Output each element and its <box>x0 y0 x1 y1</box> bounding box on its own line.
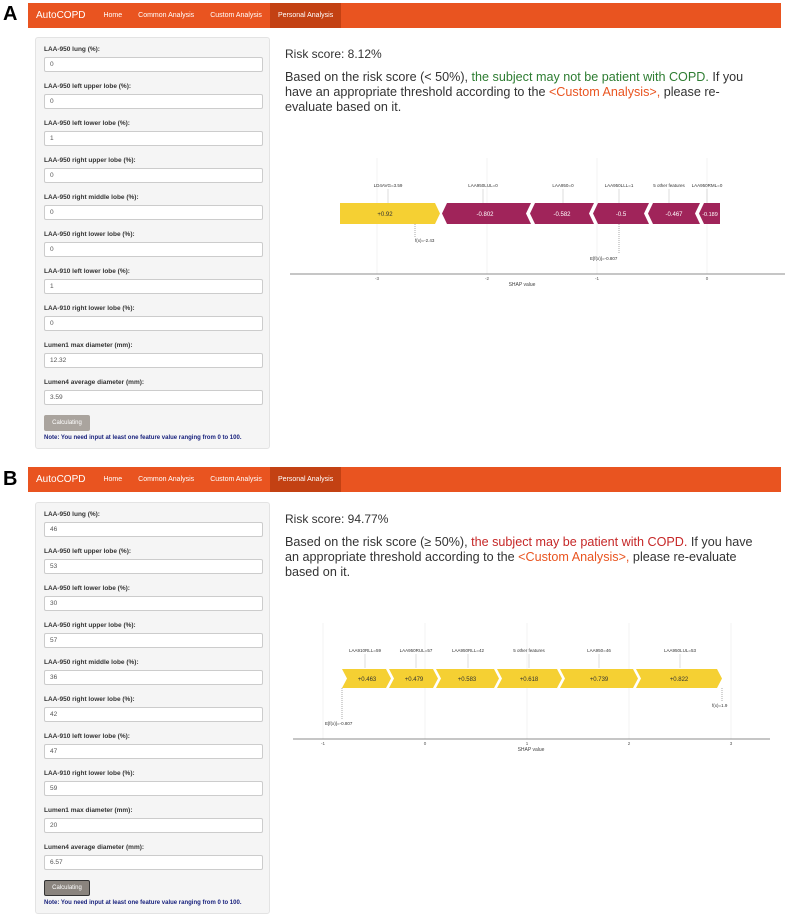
tick-label: 1 <box>525 741 529 746</box>
field-laa910-rll <box>44 769 263 796</box>
nav-custom-analysis[interactable]: Custom Analysis <box>210 12 262 19</box>
laa950-rul-input[interactable]: 0 <box>44 168 263 183</box>
calculating-button[interactable]: Calculating <box>44 415 90 431</box>
shap-force-plot <box>285 150 785 290</box>
value-label: +0.583 <box>457 677 477 683</box>
laa910-lll-input[interactable]: 47 <box>44 744 263 759</box>
nav-common-analysis[interactable]: Common Analysis <box>138 476 195 483</box>
value-label: +0.463 <box>357 677 377 683</box>
field-laa950-rll <box>44 230 263 257</box>
field-label: Lumen4 average diameter (mm): <box>44 379 145 386</box>
laa910-rll-input[interactable]: 0 <box>44 316 263 331</box>
tick-label: 2 <box>627 741 631 746</box>
conclusion-suffix: please re-evaluate based on it. <box>285 85 720 114</box>
tick-label: -3 <box>374 276 380 281</box>
conclusion-highlight: the subject may not be patient with COPD. <box>471 70 709 84</box>
value-label: +0.822 <box>669 677 689 683</box>
field-laa950-lung <box>44 45 263 72</box>
feature-label: 5 other features <box>513 648 545 653</box>
value-label: -0.189 <box>702 212 718 218</box>
feature-label: LAA950RUL=57 <box>399 648 433 653</box>
custom-analysis-link[interactable]: <Custom Analysis>, <box>548 85 661 99</box>
nav-custom-analysis[interactable]: Custom Analysis <box>210 476 262 483</box>
field-lumen4-avg <box>44 378 263 405</box>
custom-analysis-link[interactable]: <Custom Analysis>, <box>518 550 630 564</box>
field-label: LAA-950 left upper lobe (%): <box>44 548 132 555</box>
lumen1-max-input[interactable]: 20 <box>44 818 263 833</box>
fx-label: f(x)=1.9 <box>712 703 728 708</box>
field-label: LAA-950 left upper lobe (%): <box>44 83 132 90</box>
laa950-rml-input[interactable]: 0 <box>44 205 263 220</box>
navbar <box>28 3 781 28</box>
input-sidebar <box>35 502 270 914</box>
calculating-button[interactable]: Calculating <box>44 880 90 896</box>
lumen1-max-input[interactable]: 12.32 <box>44 353 263 368</box>
field-label: Lumen1 max diameter (mm): <box>44 342 133 349</box>
value-label: -0.802 <box>476 212 494 218</box>
tick-label: -1 <box>320 741 326 746</box>
shap-force-plot <box>285 615 785 755</box>
field-label: LAA-910 right lower lobe (%): <box>44 770 135 777</box>
risk-score: Risk score: 8.12% <box>285 47 382 61</box>
feature-label: 5 other features <box>653 183 685 188</box>
panel-letter: B <box>3 468 18 490</box>
value-label: -0.5 <box>615 212 627 218</box>
input-note: Note: You need input at least one feature value ranging from 0 to 100. <box>44 900 242 906</box>
lumen4-avg-input[interactable]: 6.57 <box>44 855 263 870</box>
nav-home[interactable]: Home <box>103 476 123 483</box>
laa910-lll-input[interactable]: 1 <box>44 279 263 294</box>
value-label: +0.618 <box>519 677 539 683</box>
field-laa950-rll <box>44 695 263 722</box>
risk-conclusion <box>285 535 765 580</box>
brand-link[interactable]: AutoCOPD <box>36 474 86 485</box>
field-laa950-lul <box>44 82 263 109</box>
brand-link[interactable]: AutoCOPD <box>36 10 86 21</box>
laa910-rll-input[interactable]: 59 <box>44 781 263 796</box>
field-label: LAA-950 lung (%): <box>44 511 100 518</box>
field-label: Lumen1 max diameter (mm): <box>44 807 133 814</box>
value-label: +0.479 <box>404 677 424 683</box>
fx-label: f(x)=-2.43 <box>415 238 435 243</box>
field-label: LAA-910 right lower lobe (%): <box>44 305 135 312</box>
field-laa910-lll <box>44 267 263 294</box>
ex-label: E[f(x)]=-0.807 <box>325 721 353 726</box>
field-label: LAA-950 left lower lobe (%): <box>44 120 130 127</box>
feature-label: LAA950LUL=0 <box>468 183 498 188</box>
laa950-rml-input[interactable]: 36 <box>44 670 263 685</box>
conclusion-suffix: please re-evaluate based on it. <box>285 550 737 579</box>
field-label: LAA-950 right middle lobe (%): <box>44 659 139 666</box>
field-label: Lumen4 average diameter (mm): <box>44 844 145 851</box>
conclusion-highlight: the subject may be patient with COPD. <box>471 535 688 549</box>
value-label: +0.92 <box>377 212 393 218</box>
navbar <box>28 467 781 492</box>
tick-label: 3 <box>729 741 733 746</box>
risk-conclusion <box>285 70 765 115</box>
conclusion-middle: If you have an appropriate threshold according to the <box>285 70 744 99</box>
laa950-lung-input[interactable]: 46 <box>44 522 263 537</box>
field-label: LAA-950 right lower lobe (%): <box>44 696 135 703</box>
ex-label: E[f(x)]=-0.807 <box>590 256 618 261</box>
conclusion-middle: If you have an appropriate threshold according to the <box>285 535 753 564</box>
field-laa950-lung <box>44 510 263 537</box>
tick-label: -2 <box>484 276 490 281</box>
field-laa910-rll <box>44 304 263 331</box>
feature-label: LAA950=46 <box>587 648 611 653</box>
tick-label: 0 <box>423 741 427 746</box>
input-sidebar <box>35 37 270 449</box>
feature-label: LAA950RML=0 <box>691 183 723 188</box>
feature-label: LAA950=0 <box>552 183 574 188</box>
field-laa950-lll <box>44 584 263 611</box>
tick-label: 0 <box>705 276 709 281</box>
panel-letter: A <box>3 3 18 25</box>
laa950-lul-input[interactable]: 0 <box>44 94 263 109</box>
laa950-rul-input[interactable]: 57 <box>44 633 263 648</box>
laa950-rll-input[interactable]: 0 <box>44 242 263 257</box>
field-label: LAA-950 right middle lobe (%): <box>44 194 139 201</box>
field-label: LAA-950 right upper lobe (%): <box>44 622 136 629</box>
laa950-lll-input[interactable]: 30 <box>44 596 263 611</box>
field-laa950-lll <box>44 119 263 146</box>
field-laa910-lll <box>44 732 263 759</box>
field-laa950-rul <box>44 621 263 648</box>
field-lumen1-max <box>44 341 263 368</box>
field-label: LAA-910 left lower lobe (%): <box>44 268 130 275</box>
feature-label: LAA950RLL=42 <box>452 648 484 653</box>
feature-label: LAA950LLL=1 <box>604 183 634 188</box>
feature-label: LAA910RLL=59 <box>349 648 381 653</box>
value-label: +0.739 <box>589 677 609 683</box>
conclusion-prefix: Based on the risk score (< 50%), <box>285 70 472 84</box>
field-laa950-rul <box>44 156 263 183</box>
conclusion-prefix: Based on the risk score (≥ 50%), <box>285 535 472 549</box>
laa950-lung-input[interactable]: 0 <box>44 57 263 72</box>
field-label: LAA-950 lung (%): <box>44 46 100 53</box>
lumen4-avg-input[interactable]: 3.59 <box>44 390 263 405</box>
field-label: LAA-950 right upper lobe (%): <box>44 157 136 164</box>
nav-home[interactable]: Home <box>103 12 123 19</box>
value-label: -0.467 <box>665 212 683 218</box>
field-label: LAA-950 right lower lobe (%): <box>44 231 135 238</box>
field-label: LAA-950 left lower lobe (%): <box>44 585 130 592</box>
nav-common-analysis[interactable]: Common Analysis <box>138 12 195 19</box>
field-label: LAA-910 left lower lobe (%): <box>44 733 130 740</box>
laa950-lul-input[interactable]: 53 <box>44 559 263 574</box>
field-laa950-rml <box>44 658 263 685</box>
field-laa950-rml <box>44 193 263 220</box>
nav-personal-analysis[interactable]: Personal Analysis <box>270 3 341 28</box>
value-label: -0.582 <box>553 212 571 218</box>
field-lumen4-avg <box>44 843 263 870</box>
field-lumen1-max <box>44 806 263 833</box>
laa950-lll-input[interactable]: 1 <box>44 131 263 146</box>
input-note: Note: You need input at least one feature value ranging from 0 to 100. <box>44 435 242 441</box>
axis-label: SHAP value <box>508 282 536 288</box>
tick-label: -1 <box>594 276 600 281</box>
laa950-rll-input[interactable]: 42 <box>44 707 263 722</box>
nav-personal-analysis[interactable]: Personal Analysis <box>270 467 341 492</box>
axis-label: SHAP value <box>517 747 545 753</box>
feature-label: LAA950LUL=53 <box>664 648 696 653</box>
risk-score: Risk score: 94.77% <box>285 512 389 526</box>
feature-label: LD4AVG=3.59 <box>373 183 403 188</box>
field-laa950-lul <box>44 547 263 574</box>
